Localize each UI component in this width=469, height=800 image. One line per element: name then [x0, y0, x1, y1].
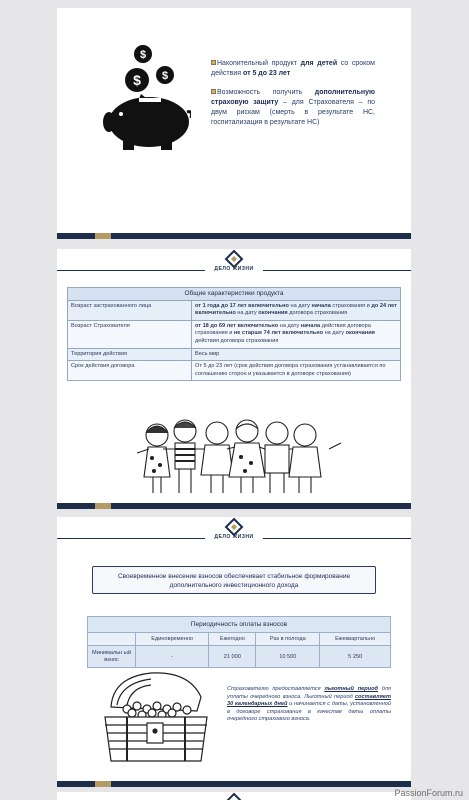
- svg-text:$: $: [161, 70, 169, 82]
- description-line-children: Накопительный продукт для детей со сроком действия от 5 до 23 лет: [211, 60, 375, 77]
- slide-payment-frequency: [57, 517, 411, 787]
- payment-frequency-table: [87, 616, 391, 668]
- table-header-row: Единовременно Ежегодно Раз в полгода Ежеквартально: [88, 633, 391, 646]
- logo-text: ДЕЛО ЖИЗНИ: [214, 266, 254, 272]
- product-characteristics-table: [67, 287, 401, 381]
- children-illustration: [135, 413, 345, 497]
- grace-period-note: Страхователю предоставляется льготный период для уплаты очередного взноса. Льготный период составляет 30 календарных дней и начинается с даты, установленной в договоре страхования в качестве даты оплаты очередного страхового взноса.: [227, 686, 391, 723]
- slide-footer-bar: [57, 503, 411, 509]
- table-title: Периодичность оплаты взносов: [88, 617, 391, 633]
- table-row: Срок действия договора От 5 до 23 лет (срок действия договора страхования устанавливается по соглашению сторон и указывается в договоре страхования): [68, 361, 401, 381]
- slide-next: [57, 792, 411, 800]
- table-row: Территория действия Весь мир: [68, 348, 401, 361]
- watermark: PassionForum.ru: [394, 788, 463, 798]
- svg-text:$: $: [133, 72, 141, 88]
- product-description: [211, 59, 375, 137]
- logo-text: ДЕЛО ЖИЗНИ: [214, 534, 254, 540]
- bullet-icon: [211, 89, 216, 94]
- slide-footer-bar: [57, 233, 411, 239]
- slide-footer-bar: [57, 781, 411, 787]
- slide-product-overview: [57, 8, 411, 239]
- table-title: Общие характеристики продукта: [68, 288, 401, 301]
- table-row: Минимальн ый взнос - 21 000 10 500 5 250: [88, 646, 391, 668]
- treasure-chest-illustration: [97, 669, 215, 764]
- slide-product-characteristics: [57, 249, 411, 509]
- delo-zhizni-logo-icon: [224, 792, 244, 800]
- table-row: Возраст застрахованного лица от 1 года до 17 лет включительно на дату начала страхования и до 24 лет включительно на дату окончания договора страхования: [68, 300, 401, 320]
- piggy-bank-icon: [101, 42, 191, 152]
- contribution-callout: Своевременное внесение взносов обеспечивает стабильное формирование дополнительного инвестиционного дохода: [92, 566, 376, 594]
- description-line-protection: Возможность получить дополнительную страховую защиту – для Страхователя – по двум рискам (смерть в результате НС, госпитализация в результате НС): [211, 89, 376, 126]
- table-row: Возраст Страхователя от 18 до 69 лет включительно на дату начала действия договора страхования и не старше 74 лет включительно на дату окончания действия договора страхования: [68, 320, 401, 348]
- bullet-icon: [211, 60, 216, 65]
- svg-text:$: $: [139, 49, 147, 61]
